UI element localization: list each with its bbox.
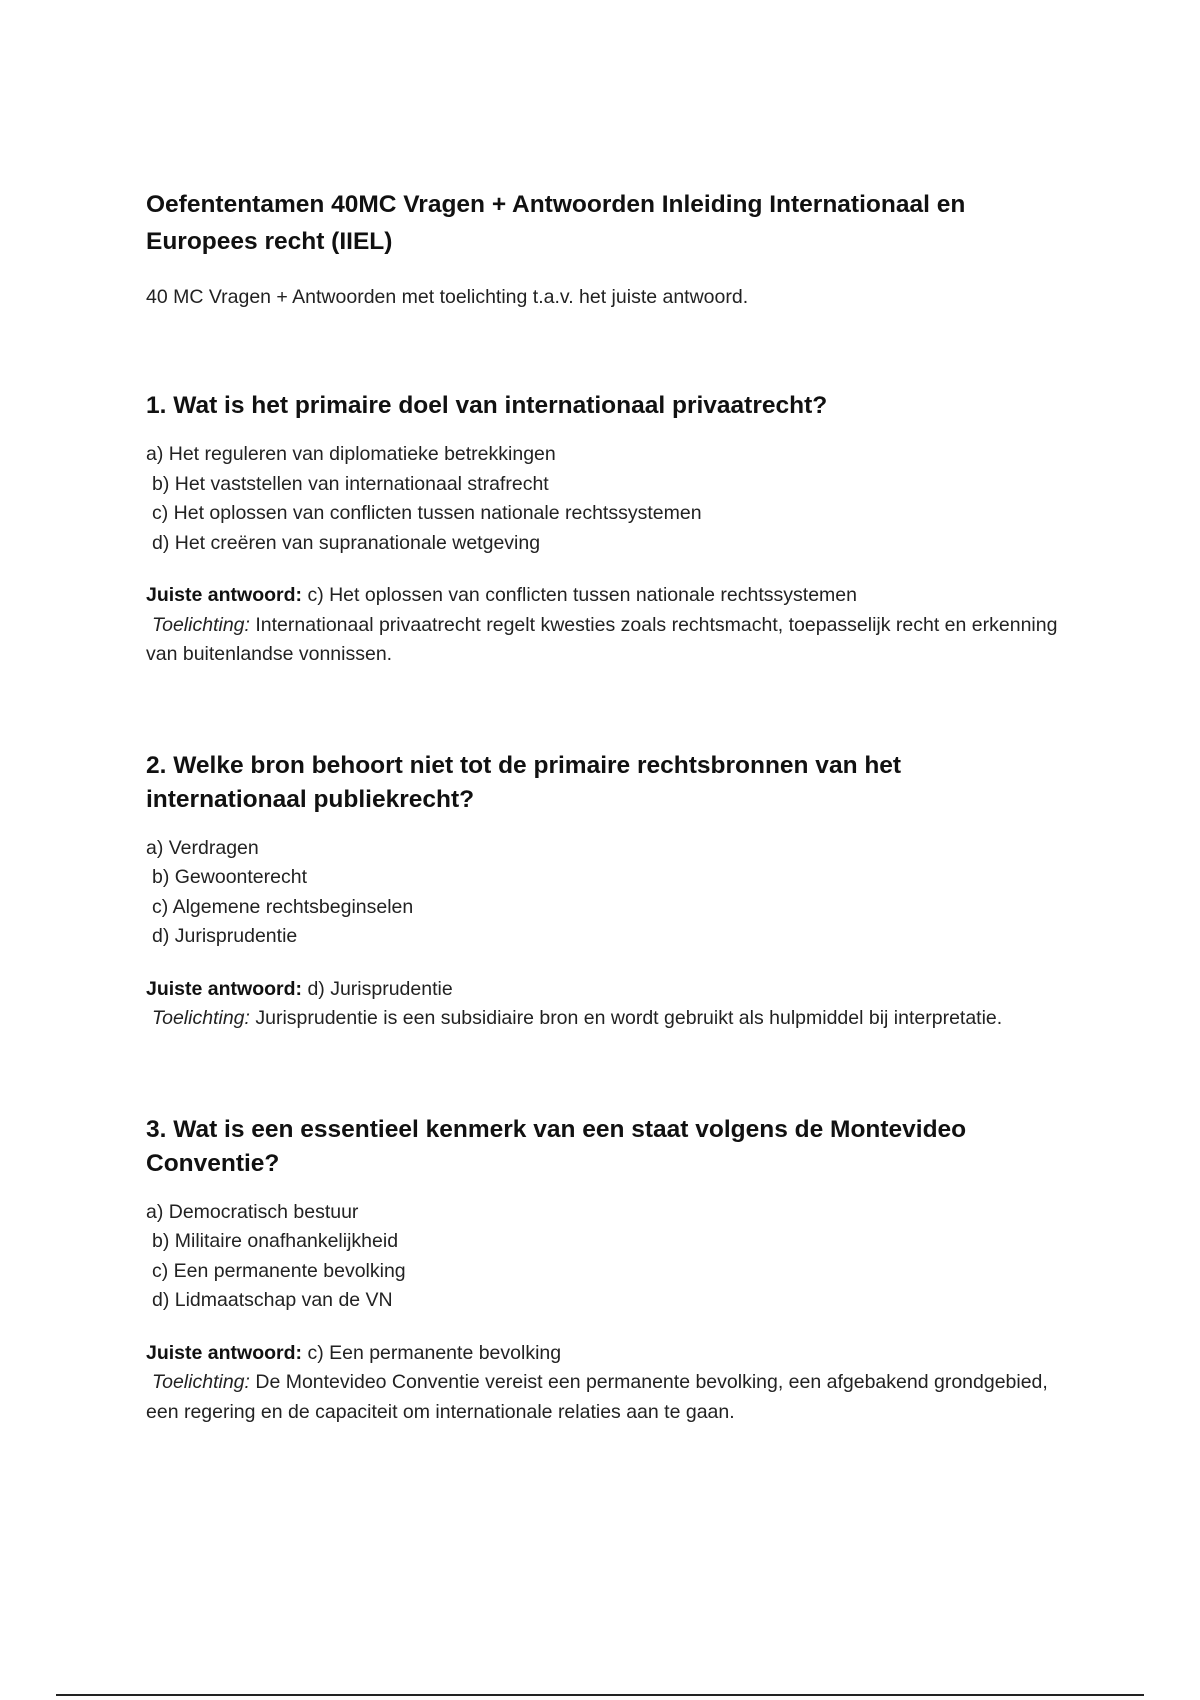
question-2 (146, 749, 1066, 1034)
explanation-text: De Montevideo Conventie vereist een permanente bevolking, een afgebakend grondgebied, een regering en de capaciteit om internationale relaties aan te gaan. (146, 1371, 1048, 1423)
correct-answer (146, 975, 1066, 1005)
answer-label: Juiste antwoord: (146, 584, 303, 606)
page-divider (56, 1694, 1144, 1696)
answer-text: c) Een permanente bevolking (307, 1341, 562, 1364)
answer-label: Juiste antwoord: (146, 1341, 303, 1364)
question-1 (146, 389, 1066, 670)
answer-text: d) Jurisprudentie (307, 977, 453, 1000)
question-heading: 1. Wat is het primaire doel van internationaal privaatrecht? (146, 392, 828, 419)
option-d: d) Het creëren van supranationale wetgeving (152, 531, 541, 554)
answer-options (146, 834, 1066, 952)
option-a: a) Het reguleren van diplomatieke betrekkingen (146, 443, 556, 465)
option-b: b) Het vaststellen van internationaal strafrecht (152, 472, 549, 495)
correct-answer (146, 1339, 1066, 1369)
answer-options (146, 440, 1066, 558)
answer-options (146, 1198, 1066, 1316)
option-a: a) Democratisch bestuur (146, 1200, 359, 1223)
question-3 (146, 1113, 1066, 1428)
option-c: c) Algemene rechtsbeginselen (152, 895, 414, 918)
explanation (146, 1368, 1066, 1427)
option-b: b) Militaire onafhankelijkheid (152, 1230, 399, 1252)
document-title: Oefententamen 40MC Vragen + Antwoorden Inleiding Internationaal en Europees recht (IIEL) (146, 191, 966, 255)
option-c: c) Het oplossen van conflicten tussen nationale rechtssystemen (152, 502, 702, 524)
option-d: d) Jurisprudentie (152, 925, 298, 947)
explanation-text: Internationaal privaatrecht regelt kwesties zoals rechtsmacht, toepasselijk recht en erkenning van buitenlandse vonnissen. (146, 613, 1058, 665)
answer-label: Juiste antwoord: (146, 977, 303, 1000)
explanation-label: Toelichting: (152, 1007, 250, 1029)
explanation-label: Toelichting: (152, 1371, 250, 1393)
explanation-text: Jurisprudentie is een subsidiaire bron en wordt gebruikt als hulpmiddel bij interpretatie. (255, 1007, 1003, 1029)
option-a: a) Verdragen (146, 836, 259, 859)
document-subtitle: 40 MC Vragen + Antwoorden met toelichting t.a.v. het juiste antwoord. (146, 286, 749, 308)
document-page (146, 186, 1066, 1427)
question-heading: 3. Wat is een essentieel kenmerk van een staat volgens de Montevideo Conventie? (146, 1115, 967, 1177)
option-c: c) Een permanente bevolking (152, 1259, 406, 1282)
question-heading: 2. Welke bron behoort niet tot de primaire rechtsbronnen van het internationaal publiekrecht? (146, 751, 902, 813)
explanation-label: Toelichting: (152, 613, 250, 636)
explanation (146, 611, 1066, 670)
explanation (146, 1004, 1066, 1034)
answer-text: c) Het oplossen van conflicten tussen nationale rechtssystemen (307, 584, 857, 606)
answer-block (146, 1339, 1066, 1428)
option-d: d) Lidmaatschap van de VN (152, 1289, 393, 1311)
answer-block (146, 975, 1066, 1034)
correct-answer (146, 581, 1066, 611)
answer-block (146, 581, 1066, 670)
option-b: b) Gewoonterecht (152, 866, 308, 888)
